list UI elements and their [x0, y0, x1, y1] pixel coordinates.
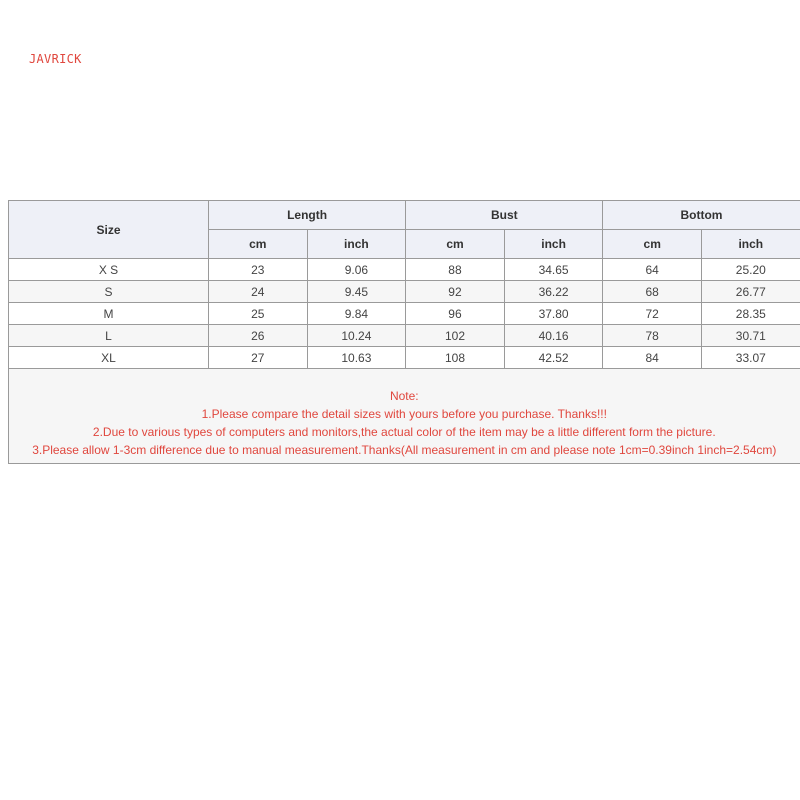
bust-inch-cell: 36.22	[504, 281, 603, 303]
bust-cm-cell: 102	[406, 325, 505, 347]
note-line-1: 1.Please compare the detail sizes with yours before you purchase. Thanks!!!	[201, 407, 607, 421]
table-row	[9, 281, 800, 303]
bust-cm-header: cm	[406, 230, 505, 259]
bottom-inch-header: inch	[701, 230, 800, 259]
table-row	[9, 259, 800, 281]
length-inch-header: inch	[307, 230, 406, 259]
length-inch-cell: 9.45	[307, 281, 406, 303]
notes-row	[9, 369, 800, 464]
bottom-group-header: Bottom	[603, 201, 800, 230]
bottom-cm-cell: 64	[603, 259, 702, 281]
length-cm-cell: 24	[209, 281, 308, 303]
length-inch-cell: 9.84	[307, 303, 406, 325]
length-cm-cell: 23	[209, 259, 308, 281]
bottom-inch-cell: 26.77	[701, 281, 800, 303]
bust-cm-cell: 108	[406, 347, 505, 369]
table-row	[9, 303, 800, 325]
bottom-cm-cell: 72	[603, 303, 702, 325]
bust-inch-cell: 42.52	[504, 347, 603, 369]
note-line-3: 3.Please allow 1-3cm difference due to manual measurement.Thanks(All measurement in cm and please note 1cm=0.39inch 1inch=2.54cm)	[32, 443, 777, 457]
size-chart-table	[8, 200, 800, 464]
size-cell: S	[9, 281, 209, 303]
bust-inch-cell: 34.65	[504, 259, 603, 281]
table-row	[9, 347, 800, 369]
bottom-cm-header: cm	[603, 230, 702, 259]
length-group-header: Length	[209, 201, 406, 230]
bottom-inch-cell: 30.71	[701, 325, 800, 347]
bottom-cm-cell: 84	[603, 347, 702, 369]
length-cm-cell: 27	[209, 347, 308, 369]
size-cell: M	[9, 303, 209, 325]
length-cm-cell: 26	[209, 325, 308, 347]
bust-cm-cell: 92	[406, 281, 505, 303]
notes-panel	[9, 369, 800, 464]
bottom-cm-cell: 78	[603, 325, 702, 347]
bust-inch-header: inch	[504, 230, 603, 259]
length-inch-cell: 10.24	[307, 325, 406, 347]
table-row	[9, 325, 800, 347]
note-line-2: 2.Due to various types of computers and monitors,the actual color of the item may be a little different form the picture.	[92, 425, 716, 439]
size-column-header: Size	[9, 201, 209, 259]
length-cm-header: cm	[209, 230, 308, 259]
size-cell: X S	[9, 259, 209, 281]
length-inch-cell: 9.06	[307, 259, 406, 281]
bottom-inch-cell: 25.20	[701, 259, 800, 281]
header-group-row	[9, 201, 800, 230]
bottom-inch-cell: 33.07	[701, 347, 800, 369]
bottom-inch-cell: 28.35	[701, 303, 800, 325]
length-cm-cell: 25	[209, 303, 308, 325]
brand-logo-text: JAVRICK	[29, 52, 82, 66]
bust-cm-cell: 96	[406, 303, 505, 325]
notes-title: Note:	[389, 389, 419, 403]
bust-group-header: Bust	[406, 201, 603, 230]
bust-inch-cell: 37.80	[504, 303, 603, 325]
bust-inch-cell: 40.16	[504, 325, 603, 347]
size-cell: XL	[9, 347, 209, 369]
bust-cm-cell: 88	[406, 259, 505, 281]
size-cell: L	[9, 325, 209, 347]
length-inch-cell: 10.63	[307, 347, 406, 369]
bottom-cm-cell: 68	[603, 281, 702, 303]
